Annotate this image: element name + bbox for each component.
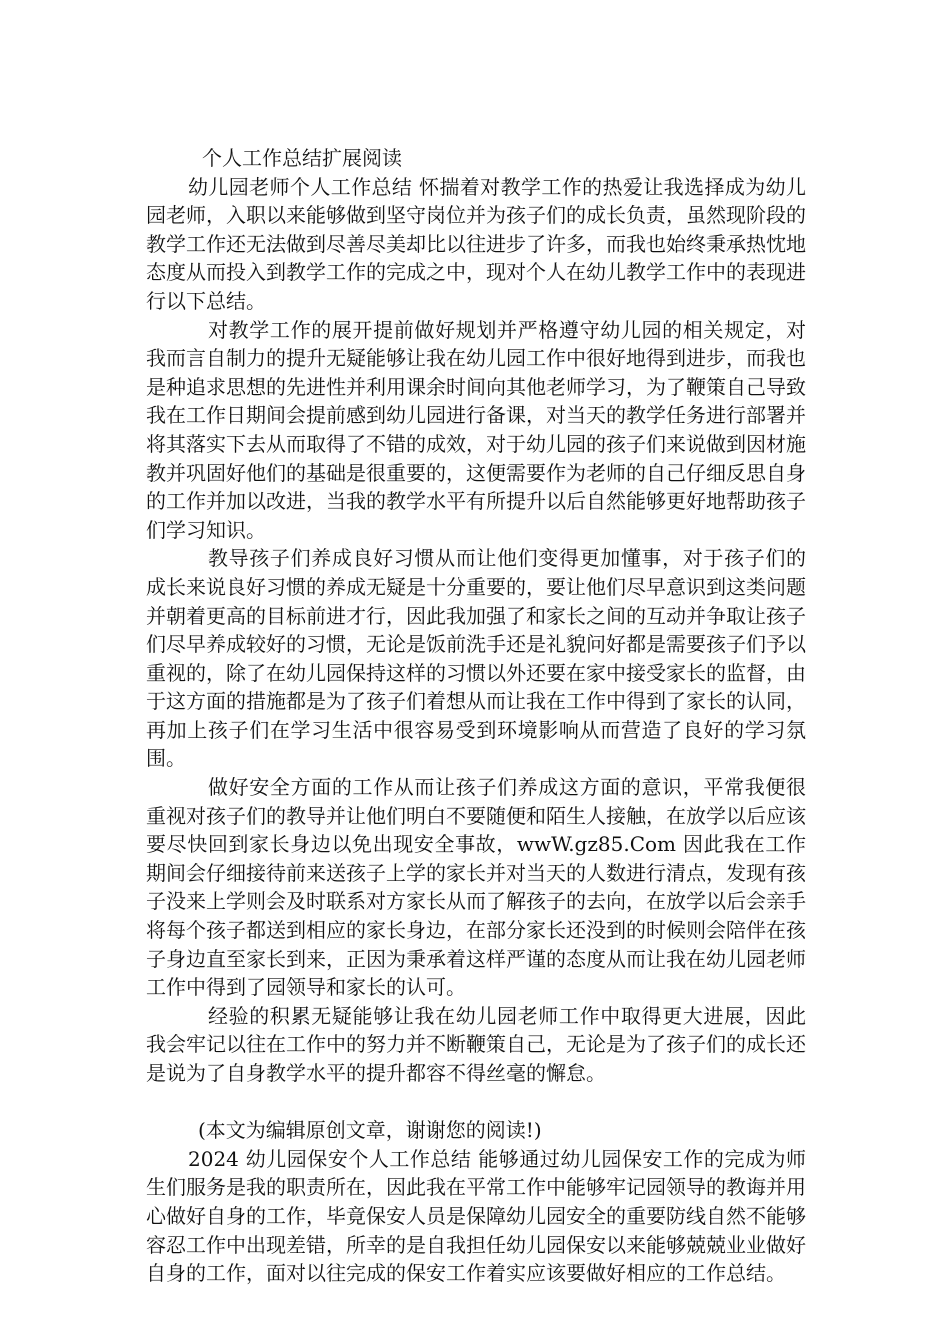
paragraph-planning: 对教学工作的展开提前做好规划并严格遵守幼儿园的相关规定，对我而言自制力的提升无疑能够让我在幼儿园工作中很好地得到进步，而我也是种追求思想的先进性并利用课余时间向其他老师学习，为了鞭策自己导致我在工作日期间会提前感到幼儿园进行备课，对当天的教学任务进行部署并将其落实下去从而取得了不错的成效，对于幼儿园的孩子们来说做到因材施教并巩固好他们的基础是很重要的，这便需要作为老师的自己仔细反思自身的工作并加以改进，当我的教学水平有所提升以后自然能够更好地帮助孩子们学习知识。	[146, 317, 806, 542]
paragraph-security-guard-summary: 2024 幼儿园保安个人工作总结 能够通过幼儿园保安工作的完成为师生们服务是我的职责所在，因此我在平常工作中能够牢记园领导的教诲并用心做好自身的工作，毕竟保安人员是保障幼儿园安全的重要防线自然不能够容忍工作中出现差错，所幸的是自我担任幼儿园保安以来能够兢兢业业做好自身的工作，面对以往完成的保安工作着实应该要做好相应的工作总结。	[146, 1146, 806, 1286]
closing-note: (本文为编辑原创文章，谢谢您的阅读!)	[198, 1118, 542, 1143]
paragraph-habits: 教导孩子们养成良好习惯从而让他们变得更加懂事，对于孩子们的成长来说良好习惯的养成无疑是十分重要的，要让他们尽早意识到这类问题并朝着更高的目标前进才行，因此我加强了和家长之间的互动并争取让孩子们尽早养成较好的习惯，无论是饭前洗手还是礼貌问好都是需要孩子们予以重视的，除了在幼儿园保持这样的习惯以外还要在家中接受家长的监督，由于这方面的措施都是为了孩子们着想从而让我在工作中得到了家长的认同，再加上孩子们在学习生活中很容易受到环境影响从而营造了良好的学习氛围。	[146, 546, 806, 771]
paragraph-safety: 做好安全方面的工作从而让孩子们养成这方面的意识，平常我便很重视对孩子们的教导并让他们明白不要随便和陌生人接触，在放学以后应该要尽快回到家长身边以免出现安全事故，wwW.gz85.Com 因此我在工作期间会仔细接待前来送孩子上学的家长并对当天的人数进行清点，发现有孩子没来上学则会及时联系对方家长从而了解孩子的去向，在放学以后会亲手将每个孩子都送到相应的家长身边，在部分家长还没到的时候则会陪伴在孩子身边直至家长到来，正因为秉承着这样严谨的态度从而让我在幼儿园老师工作中得到了园领导和家长的认可。	[146, 775, 806, 1000]
document-body	[146, 144, 806, 1288]
paragraph-experience: 经验的积累无疑能够让我在幼儿园老师工作中取得更大进展，因此我会牢记以往在工作中的努力并不断鞭策自己，无论是为了孩子们的成长还是说为了自身教学水平的提升都容不得丝毫的懈怠。	[146, 1003, 806, 1085]
document-title: 个人工作总结扩展阅读	[202, 146, 402, 170]
paragraph-teacher-summary: 幼儿园老师个人工作总结 怀揣着对教学工作的热爱让我选择成为幼儿园老师，入职以来能够做到坚守岗位并为孩子们的成长负责，虽然现阶段的教学工作还无法做到尽善尽美却比以往进步了许多，而我也始终秉承热忱地态度从而投入到教学工作的完成之中，现对个人在幼儿教学工作中的表现进行以下总结。	[146, 174, 806, 313]
blank-line	[146, 1088, 806, 1117]
